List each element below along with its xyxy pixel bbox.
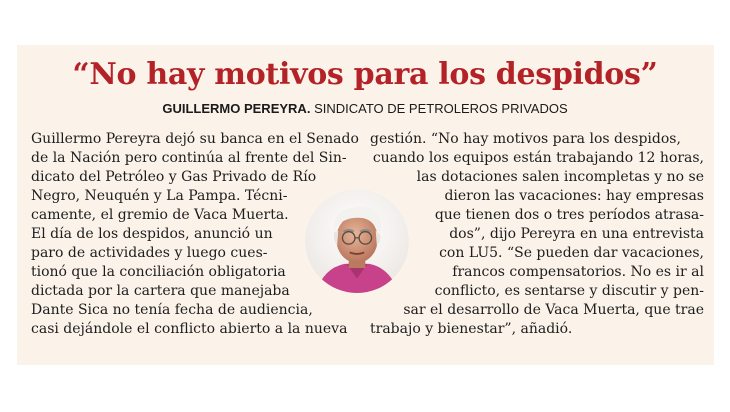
portrait-illustration <box>305 189 409 293</box>
byline-role: SINDICATO DE PETROLEROS PRIVADOS <box>314 101 568 116</box>
body-line: El día de los despidos, anunció un <box>31 226 273 242</box>
body-line: dieron las vacaciones: hay empresas <box>444 188 704 204</box>
body-column-right <box>362 130 704 339</box>
body-line: conflicto, es sentarse y discutir y pen- <box>434 283 704 299</box>
body-line: con LU5. “Se pueden dar vacaciones, <box>439 245 704 261</box>
portrait-photo <box>303 187 411 295</box>
body-line: tionó que la conciliación obligatoria <box>31 264 286 280</box>
body-line: camente, el gremio de Vaca Muerta. <box>31 207 289 223</box>
body-line: trabajo y bienestar”, añadió. <box>370 321 573 337</box>
body-line: dicato del Petróleo y Gas Privado de Río <box>31 169 317 185</box>
byline <box>0 100 730 118</box>
body-line: Guillermo Pereyra dejó su banca en el Senado <box>31 131 359 147</box>
body-line: Dante Sica no tenía fecha de audiencia, <box>31 302 313 318</box>
body-line: Negro, Neuquén y La Pampa. Técni- <box>31 188 288 204</box>
body-line: cuando los equipos están trabajando 12 horas, <box>372 150 704 166</box>
body-line: dos”, dijo Pereyra en una entrevista <box>449 226 704 242</box>
body-line: paro de actividades y luego cues- <box>31 245 268 261</box>
body-line: gestión. “No hay motivos para los despidos, <box>370 131 681 147</box>
body-line: dictada por la cartera que manejaba <box>31 283 290 299</box>
byline-name: GUILLERMO PEREYRA. <box>162 101 311 116</box>
body-line: sar el desarrollo de Vaca Muerta, que trae <box>403 302 704 318</box>
body-line: francos compensatorios. No es ir al <box>452 264 704 280</box>
headline: “No hay motivos para los despidos” <box>72 57 658 92</box>
body-line: casi dejándole el conflicto abierto a la nueva <box>31 321 348 337</box>
body-line: las dotaciones salen incompletas y no se <box>416 169 704 185</box>
body-line: que tienen dos o tres períodos atrasa- <box>434 207 704 223</box>
body-line: de la Nación pero continúa al frente del Sin- <box>31 150 347 166</box>
